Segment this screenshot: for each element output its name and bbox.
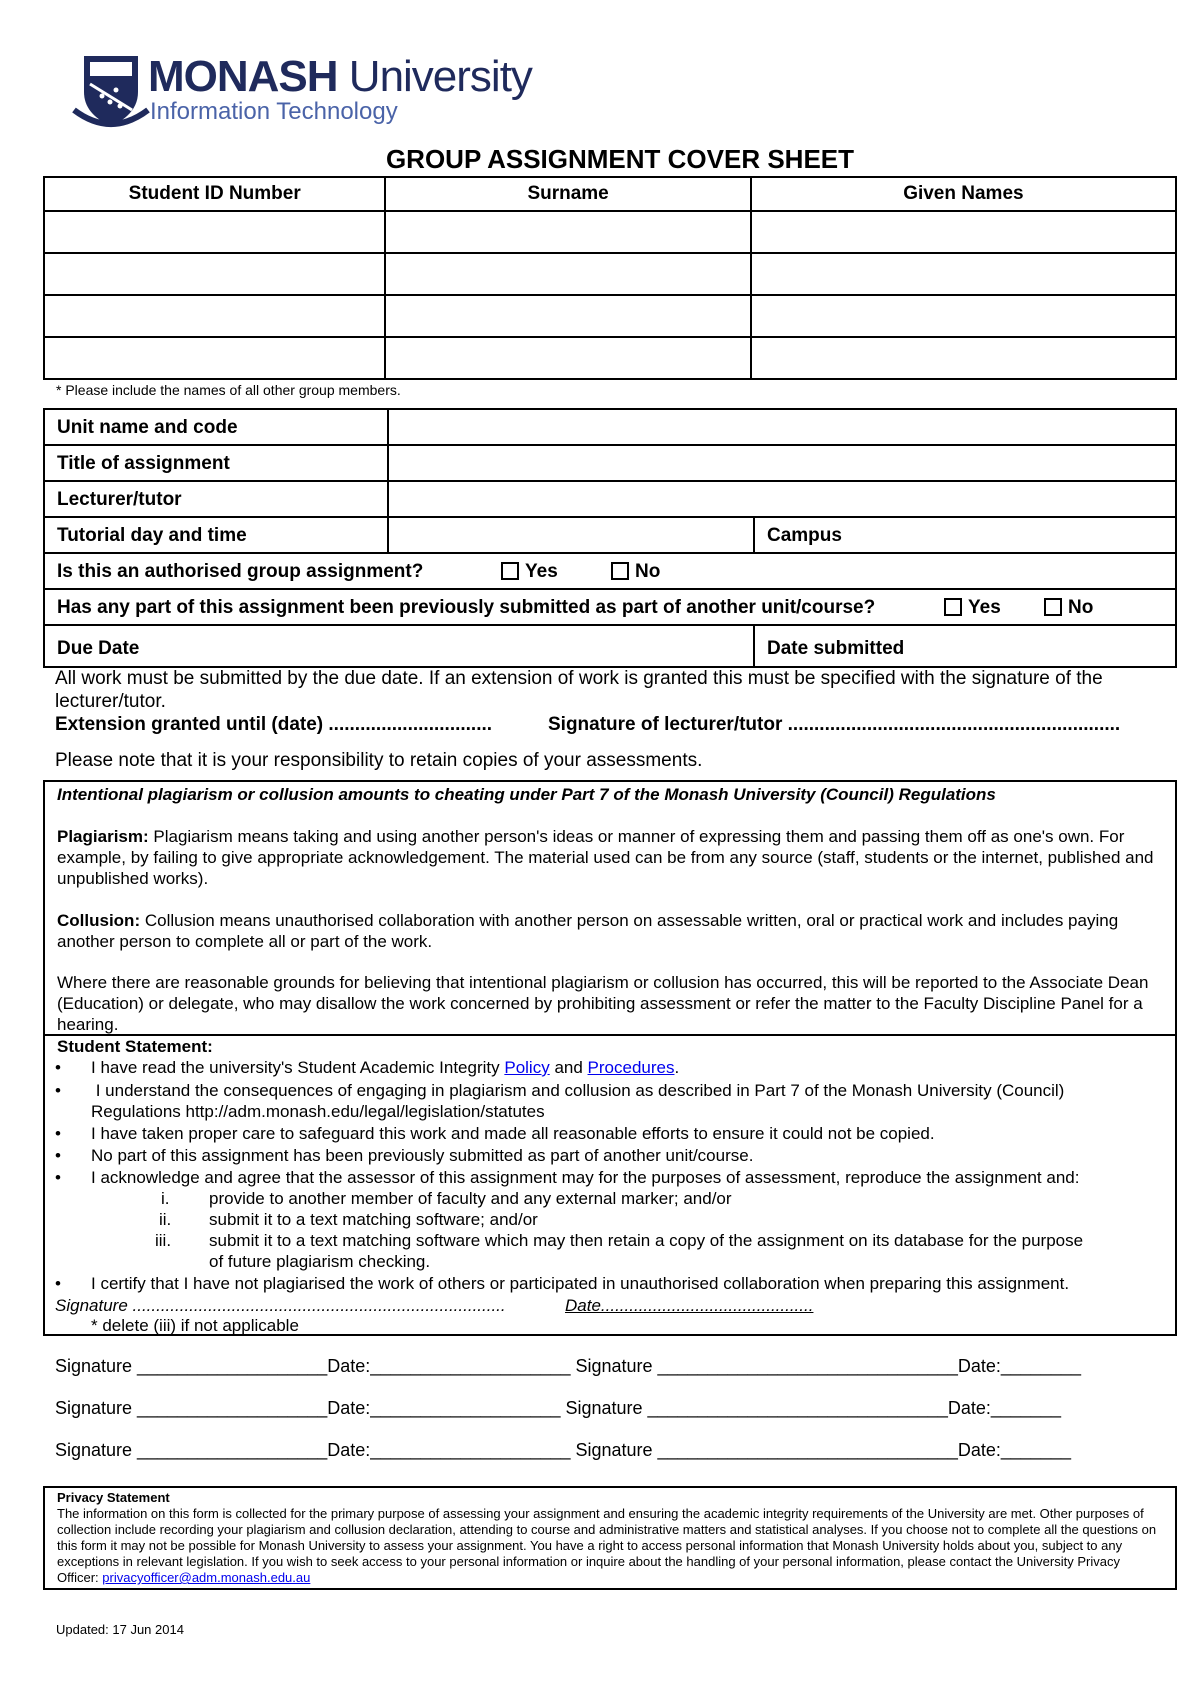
statement-bullet: • I certify that I have not plagiarised the work of others or participated in unauthorised collaboration when preparing this assignment. bbox=[55, 1274, 1070, 1293]
statement-bullet-continued: Regulations http://adm.monash.edu/legal/legislation/statutes bbox=[91, 1102, 545, 1121]
title-row bbox=[43, 444, 1177, 482]
previous-no-option[interactable]: No bbox=[1044, 597, 1093, 619]
extension-line: Extension granted until (date) ............................... bbox=[55, 714, 493, 735]
monash-crest-icon bbox=[72, 52, 150, 130]
tutorial-input[interactable] bbox=[389, 518, 753, 552]
surname-cell[interactable] bbox=[385, 211, 750, 253]
privacy-box bbox=[43, 1486, 1177, 1590]
date-submitted-label: Date submitted bbox=[767, 638, 905, 659]
retain-copies-note: Please note that it is your responsibility to retain copies of your assessments. bbox=[55, 750, 703, 771]
plagiarism-paragraph: Plagiarism: Plagiarism means taking and using another person's ideas or manner of expressing them and passing them off as one's own. For example, by failing to give appropriate acknowledgement. The material used can be from any source (staff, students or the internet, published and unpublished works). bbox=[57, 827, 1154, 888]
submission-line-2: lecturer/tutor. bbox=[55, 691, 166, 712]
surname-cell[interactable] bbox=[385, 337, 750, 379]
page-title: GROUP ASSIGNMENT COVER SHEET bbox=[385, 144, 855, 174]
privacy-text: The information on this form is collected for the primary purpose of assessing your assignment and ensuring the academic integrity requirements of the University are met. Other purposes of collection include recording your plagiarism and collusion declaration, attending to course and administrative matters and statistical analyses. If you choose not to complete all the questions on this form it may not be possible for Monash University to assess your assignment. You have a right to access personal information that Monash University holds about you, subject to any exceptions in relevant legislation. If you wish to seek access to your personal information or inquire about the handling of your personal information, please contact the University Privacy Officer: privacyofficer@adm.monash.edu.au bbox=[57, 1506, 1157, 1585]
statement-bullet: • No part of this assignment has been previously submitted as part of another unit/course. bbox=[55, 1146, 754, 1165]
student-id-cell[interactable] bbox=[44, 253, 385, 295]
tutorial-row bbox=[43, 516, 1177, 554]
authorised-row bbox=[43, 552, 1177, 590]
roman-item: submit it to a text matching software which may then retain a copy of the assignment on its database for the purpose bbox=[209, 1231, 1084, 1250]
roman-item-number: i. bbox=[161, 1189, 170, 1208]
collusion-paragraph: Collusion: Collusion means unauthorised collaboration with another person on assessable written, oral or practical work and includes paying another person to complete all or part of the work. bbox=[57, 911, 1119, 951]
integrity-heading: Intentional plagiarism or collusion amounts to cheating under Part 7 of the Monash University (Council) Regulations bbox=[57, 785, 996, 804]
unit-input[interactable] bbox=[389, 410, 1175, 444]
privacy-email-link[interactable]: privacyofficer@adm.monash.edu.au bbox=[102, 1570, 311, 1585]
student-id-cell[interactable] bbox=[44, 211, 385, 253]
unit-label: Unit name and code bbox=[57, 417, 238, 438]
student-statement-box bbox=[43, 1034, 1177, 1336]
roman-item: provide to another member of faculty and any external marker; and/or bbox=[209, 1189, 732, 1208]
updated-date: Updated: 17 Jun 2014 bbox=[56, 1622, 184, 1637]
authorised-yes-option[interactable]: Yes bbox=[501, 561, 558, 583]
procedures-link[interactable]: Procedures bbox=[587, 1058, 675, 1077]
logo-name: MONASH University bbox=[148, 52, 532, 101]
header-surname: Surname bbox=[385, 177, 750, 211]
delete-note: * delete (iii) if not applicable bbox=[91, 1316, 299, 1335]
given-names-cell[interactable] bbox=[751, 211, 1176, 253]
statement-bullet: • I understand the consequences of engaging in plagiarism and collusion as described in Part 7 of the Monash University (Council) bbox=[55, 1081, 1065, 1100]
header-given-names: Given Names bbox=[751, 177, 1176, 211]
logo-department: Information Technology bbox=[150, 98, 398, 125]
statement-bullet: • I have taken proper care to safeguard this work and made all reasonable efforts to ensure it could not be copied. bbox=[55, 1124, 935, 1143]
privacy-heading: Privacy Statement bbox=[57, 1490, 170, 1505]
authorised-no-option[interactable]: No bbox=[611, 561, 660, 583]
previous-yes-checkbox[interactable] bbox=[944, 598, 962, 616]
authorised-no-checkbox[interactable] bbox=[611, 562, 629, 580]
group-note: * Please include the names of all other group members. bbox=[56, 382, 401, 398]
previous-row bbox=[43, 588, 1177, 626]
policy-link[interactable]: Policy bbox=[504, 1058, 550, 1077]
lecturer-signature-line: Signature of lecturer/tutor ............................................................... bbox=[548, 714, 1121, 735]
signature-line[interactable]: Signature ___________________Date:___________________ Signature ______________________________Date:_______ bbox=[55, 1398, 1061, 1418]
roman-item-number: ii. bbox=[159, 1210, 172, 1229]
integrity-box bbox=[43, 780, 1177, 1036]
tutorial-label: Tutorial day and time bbox=[57, 525, 247, 546]
members-table bbox=[43, 176, 1177, 380]
due-date-label: Due Date bbox=[57, 638, 140, 659]
surname-cell[interactable] bbox=[385, 253, 750, 295]
previous-question: Has any part of this assignment been previously submitted as part of another unit/course? bbox=[57, 597, 876, 618]
grounds-paragraph: Where there are reasonable grounds for believing that intentional plagiarism or collusion has occurred, this will be reported to the Associate Dean (Education) or delegate, who may disallow the work concerned by prohibiting assessment or refer the matter to the Faculty Discipline Panel for a hearing. bbox=[57, 973, 1149, 1034]
lecturer-row bbox=[43, 480, 1177, 518]
dates-row bbox=[43, 624, 1177, 668]
roman-item-number: iii. bbox=[155, 1231, 172, 1250]
student-id-cell[interactable] bbox=[44, 337, 385, 379]
roman-item: submit it to a text matching software; and/or bbox=[209, 1210, 538, 1229]
signature-line[interactable]: Signature ___________________Date:____________________ Signature ______________________________Date:_______ bbox=[55, 1440, 1071, 1460]
previous-yes-option[interactable]: Yes bbox=[944, 597, 1001, 619]
submission-line-1: All work must be submitted by the due date. If an extension of work is granted this must be specified with the signature of the bbox=[55, 668, 1103, 689]
title-label: Title of assignment bbox=[57, 453, 230, 474]
statement-heading: Student Statement: bbox=[57, 1037, 213, 1056]
unit-row bbox=[43, 408, 1177, 446]
campus-label: Campus bbox=[767, 525, 842, 546]
statement-date-line[interactable]: Date............................................. bbox=[565, 1296, 814, 1315]
header-student-id: Student ID Number bbox=[44, 177, 385, 211]
lecturer-label: Lecturer/tutor bbox=[57, 489, 182, 510]
surname-cell[interactable] bbox=[385, 295, 750, 337]
statement-bullet: • I acknowledge and agree that the assessor of this assignment may for the purposes of assessment, reproduce the assignment and: bbox=[55, 1168, 1080, 1187]
given-names-cell[interactable] bbox=[751, 337, 1176, 379]
roman-item-continued: of future plagiarism checking. bbox=[209, 1252, 431, 1271]
authorised-yes-checkbox[interactable] bbox=[501, 562, 519, 580]
lecturer-input[interactable] bbox=[389, 482, 1175, 516]
monash-logo bbox=[72, 52, 552, 132]
given-names-cell[interactable] bbox=[751, 295, 1176, 337]
authorised-question: Is this an authorised group assignment? bbox=[57, 561, 424, 582]
statement-signature-line[interactable]: Signature ............................................................................... bbox=[55, 1296, 506, 1315]
previous-no-checkbox[interactable] bbox=[1044, 598, 1062, 616]
given-names-cell[interactable] bbox=[751, 253, 1176, 295]
signature-line[interactable]: Signature ___________________Date:____________________ Signature ______________________________Date:________ bbox=[55, 1356, 1081, 1376]
statement-bullet: • I have read the university's Student Academic Integrity Policy and Procedures. bbox=[55, 1058, 680, 1077]
title-input[interactable] bbox=[389, 446, 1175, 480]
student-id-cell[interactable] bbox=[44, 295, 385, 337]
